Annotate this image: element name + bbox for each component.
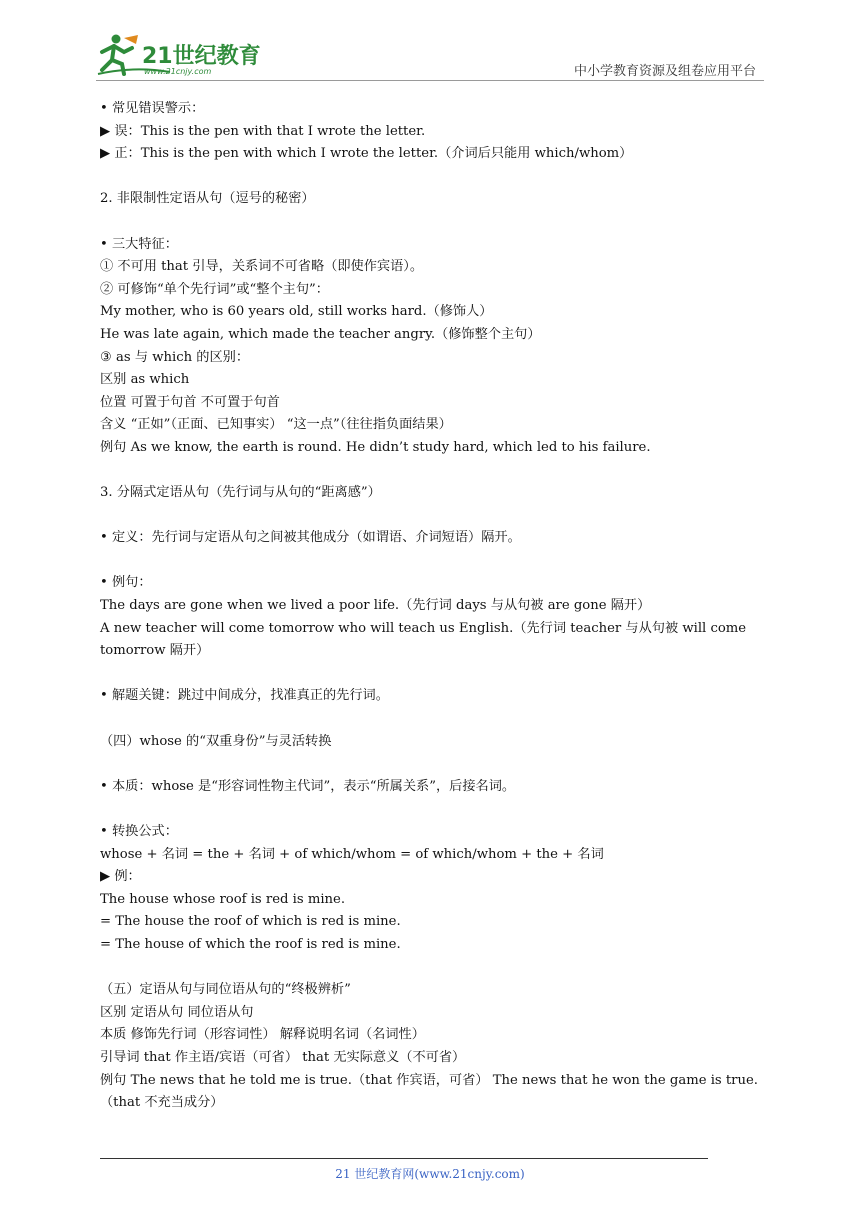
text-line: whose + 名词 = the + 名词 + of which/whom = of which/whom + the + 名词 (100, 846, 604, 862)
text-line: ② 可修饰“单个先行词”或“整个主句”： (100, 281, 329, 297)
table-row: 位置 可置于句首 不可置于句首 (100, 394, 280, 410)
text-line: • 例句： (100, 575, 152, 591)
table-row: 区别 as which (100, 372, 190, 388)
text-line: • 三大特征： (100, 236, 178, 252)
blank-line (100, 505, 770, 528)
text-line: The house whose roof is red is mine. (100, 891, 346, 907)
table-row: 例句 As we know, the earth is round. He didn’t study hard, which led to his failure. (100, 439, 651, 455)
table-row: 例句 The news that he told me is true.（that 作宾语，可省） The news that he won the game is true.（that 不充当成分） (100, 1072, 758, 1111)
text-line: • 常见错误警示： (100, 101, 205, 116)
document-body (100, 98, 770, 1115)
blank-line (100, 550, 770, 573)
table-row: 本质 修饰先行词（形容词性） 解释说明名词（名词性） (100, 1027, 425, 1043)
blank-line (100, 166, 770, 189)
text-line: ▶ 误：This is the pen with that I wrote the letter. (100, 123, 426, 139)
text-line: The days are gone when we lived a poor life.（先行词 days 与从句被 are gone 隔开） (100, 598, 651, 614)
svg-text:21世纪教育: 21世纪教育 (142, 44, 261, 69)
blank-line (100, 663, 770, 686)
footer-divider (100, 1158, 708, 1159)
table-row: 引导词 that 作主语/宾语（可省） that 无实际意义（不可省） (100, 1049, 466, 1065)
table-row: 含义 “正如”（正面、已知事实） “这一点”（往往指负面结果） (100, 417, 452, 433)
text-line: ▶ 正：This is the pen with which I wrote the letter.（介词后只能用 which/whom） (100, 146, 633, 162)
text-line: ① 不可用 that 引导，关系词不可省略（即使作宾语）。 (100, 259, 424, 275)
text-line: My mother, who is 60 years old, still works hard.（修饰人） (100, 304, 493, 320)
text-line: A new teacher will come tomorrow who will teach us English.（先行词 teacher 与从句被 will come tomorrow 隔开） (100, 620, 747, 659)
svg-text:www.21cnjy.com: www.21cnjy.com (144, 67, 212, 76)
blank-line (100, 460, 770, 483)
blank-line (100, 753, 770, 776)
blank-line (100, 957, 770, 980)
section-heading: （四）whose 的“双重身份”与灵活转换 (100, 733, 332, 749)
footer-text[interactable]: 21 世纪教育网(www.21cnjy.com) (335, 1167, 525, 1181)
text-line: ③ as 与 which 的区别： (100, 349, 250, 365)
blank-line (100, 708, 770, 731)
section-heading: 2. 非限制性定语从句（逗号的秘密） (100, 191, 315, 207)
blank-line (100, 798, 770, 821)
logo-21cnjy (94, 30, 264, 80)
blank-line (100, 211, 770, 234)
text-line: • 本质：whose 是“形容词性物主代词”，表示“所属关系”，后接名词。 (100, 778, 516, 794)
platform-name: 中小学教育资源及组卷应用平台 (573, 64, 756, 79)
header-divider (96, 80, 764, 81)
text-line: • 解题关键：跳过中间成分，找准真正的先行词。 (100, 688, 389, 704)
text-line: = The house of which the roof is red is mine. (100, 936, 401, 952)
text-line: • 转换公式： (100, 824, 178, 839)
page-header (0, 0, 860, 84)
section-heading: 3. 分隔式定语从句（先行词与从句的“距离感”） (100, 485, 381, 501)
text-line: He was late again, which made the teacher angry.（修饰整个主句） (100, 326, 541, 342)
text-line: = The house the roof of which is red is mine. (100, 914, 401, 930)
text-line: • 定义：先行词与定语从句之间被其他成分（如谓语、介词短语）隔开。 (100, 530, 521, 546)
text-line: ▶ 例： (100, 869, 141, 885)
table-row: 区别 定语从句 同位语从句 (100, 1004, 254, 1020)
section-heading: （五）定语从句与同位语从句的“终极辨析” (100, 982, 351, 998)
